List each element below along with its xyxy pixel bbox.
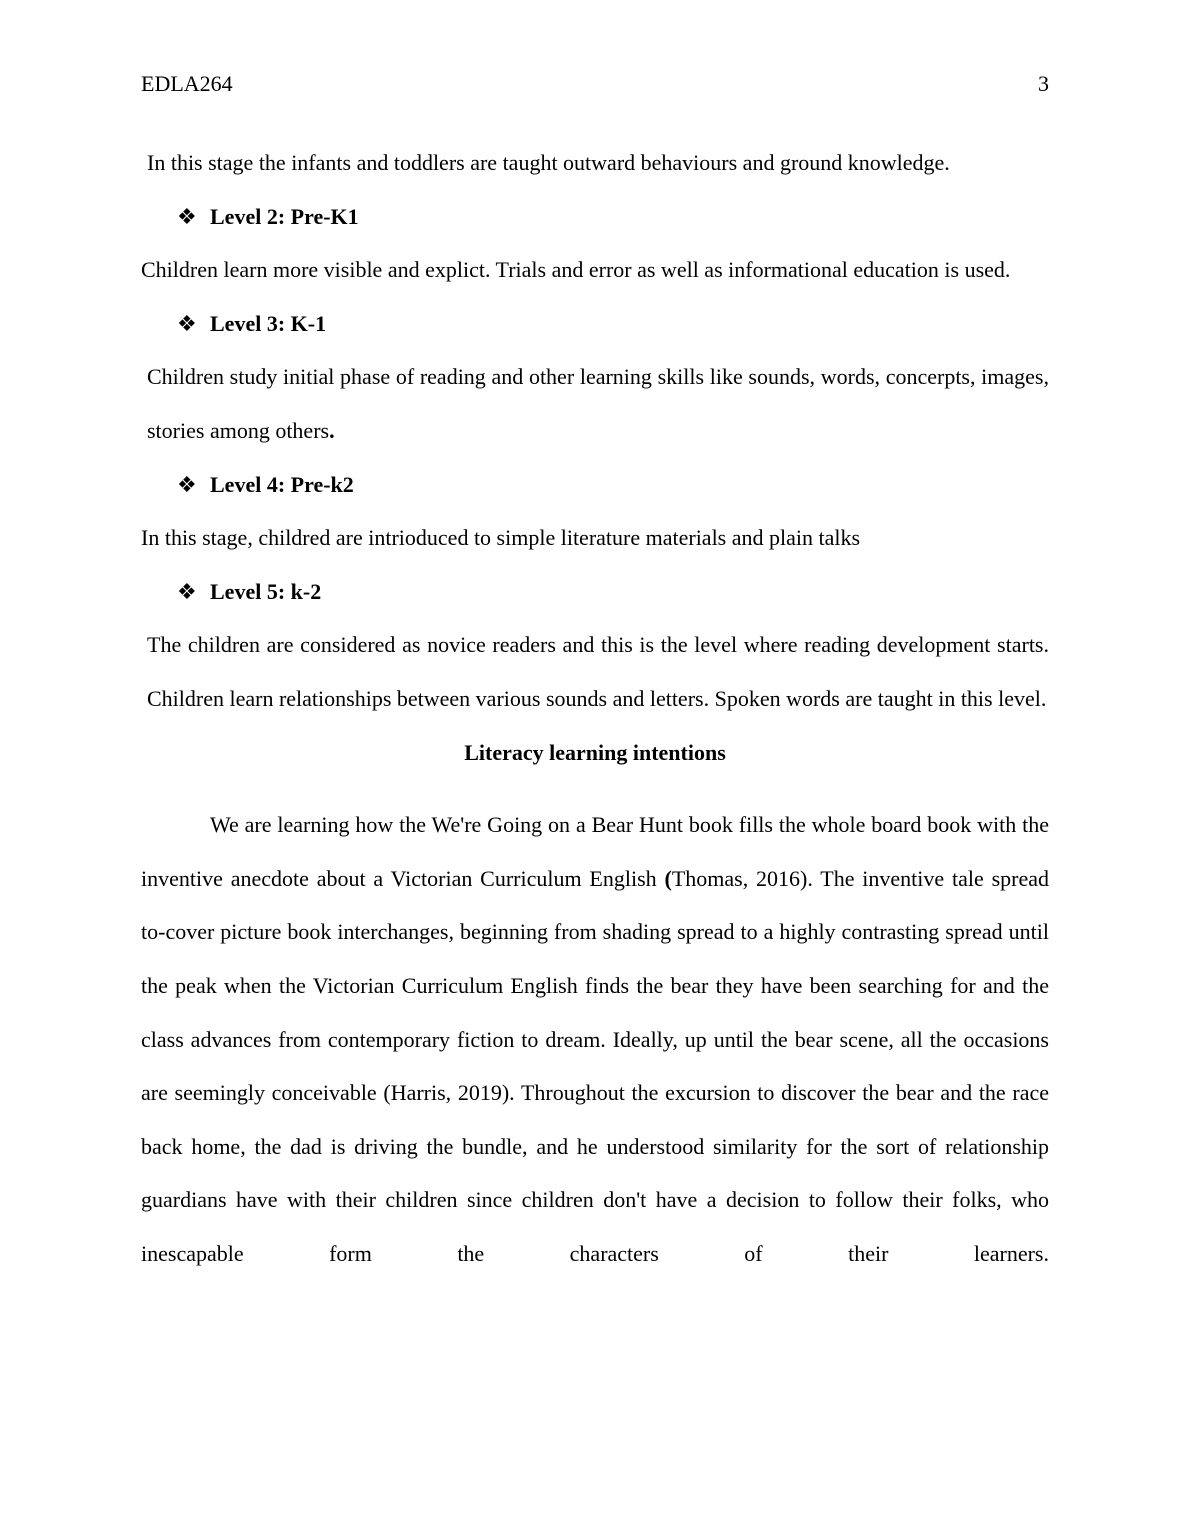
level-2-title: Level 2: Pre-K1 xyxy=(210,203,359,229)
section-heading: Literacy learning intentions xyxy=(464,739,726,765)
level-3-heading xyxy=(141,297,1049,351)
level-3-paragraph xyxy=(141,350,1049,457)
level-3-bold-period: . xyxy=(329,417,335,443)
diamond-bullet-icon: ❖ xyxy=(177,310,197,336)
document-body xyxy=(141,136,1049,1280)
level-5-title: Level 5: k-2 xyxy=(210,578,322,604)
level-3-text: Children study initial phase of reading and other learning skills like sounds, words, concerpts, images, stories among others xyxy=(147,364,1049,443)
level-2-paragraph: Children learn more visible and explict. Trials and error as well as informational education is used. xyxy=(141,257,1011,283)
level-5-heading xyxy=(141,565,1049,619)
level-2-heading xyxy=(141,190,1049,244)
diamond-bullet-icon: ❖ xyxy=(177,578,197,604)
level-5-paragraph: The children are considered as novice readers and this is the level where reading development starts. Children learn relationships between various sounds and letters. Spoken words are taught in this level. xyxy=(147,632,1049,711)
level-4-title: Level 4: Pre-k2 xyxy=(210,471,354,497)
section-paragraph-bold-paren: ( xyxy=(664,865,672,891)
diamond-bullet-icon: ❖ xyxy=(177,203,197,229)
running-head: EDLA264 xyxy=(141,71,233,96)
section-paragraph-part-1: We are learning how the We're Going on a Bear Hunt book fills the whole board book with the inventive anecdote about a Victorian Curriculum English xyxy=(141,812,1049,891)
diamond-bullet-icon: ❖ xyxy=(177,471,197,497)
page-number: 3 xyxy=(1038,71,1049,96)
level-4-heading xyxy=(141,458,1049,512)
section-paragraph xyxy=(141,798,1049,1280)
level-4-paragraph: In this stage, childred are intrioduced to simple literature materials and plain talks xyxy=(141,525,861,551)
level-3-title: Level 3: K-1 xyxy=(210,310,327,336)
intro-paragraph: In this stage the infants and toddlers are taught outward behaviours and ground knowledge. xyxy=(147,150,950,175)
section-paragraph-part-2: Thomas, 2016). The inventive tale spread to-cover picture book interchanges, beginning from shading spread to a highly contrasting spread until the peak when the Victorian Curriculum English finds the bear they have been searching for and the class advances from contemporary fiction to dream. Ideally, up until the bear scene, all the occasions are seemingly conceivable (Harris, 2019). Throughout the excursion to discover the bear and the race back home, the dad is driving the bundle, and he understood similarity for the sort of relationship guardians have with their children since children don't have a decision to follow their folks, who inescapable form the characters of their learners. xyxy=(141,865,1049,1266)
